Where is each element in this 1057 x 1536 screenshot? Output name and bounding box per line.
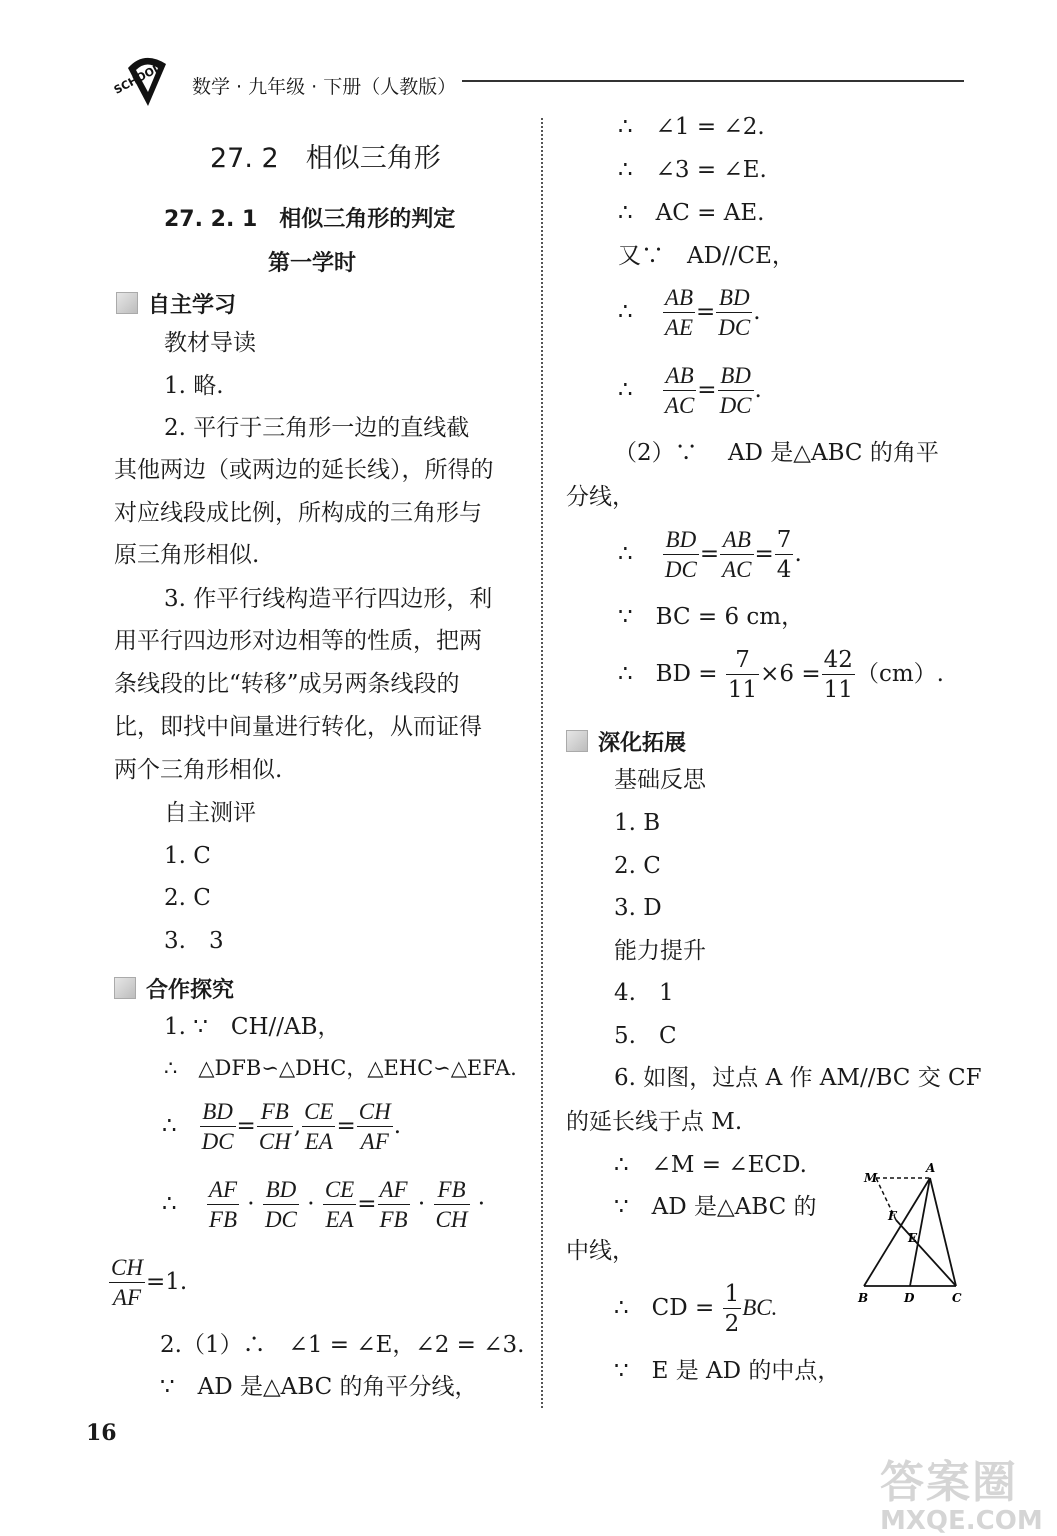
- p3-line-1: 3. 作平行线构造平行四边形，利: [164, 586, 493, 612]
- q2-line-2: ∵ AD 是△ABC 的角平分线，: [160, 1374, 478, 1400]
- section-square-icon: [116, 292, 138, 314]
- subsection-title: 27. 2. 1 相似三角形的判定: [164, 207, 456, 232]
- right-fraction-2: ∴ $\frac{AB}{AC}$ = $\frac{BD}{DC}$ .: [618, 363, 762, 419]
- q6-line-4: ∵ AD 是△ABC 的: [614, 1194, 817, 1220]
- right-line-1: ∴ ∠1 = ∠2.: [618, 114, 765, 140]
- therefore-symbol: ∴: [618, 377, 655, 404]
- heading-hezuo: [114, 973, 234, 1004]
- therefore-symbol: ∴: [618, 299, 655, 326]
- p3-line-4: 比，即找中间量进行转化，从而证得: [114, 714, 482, 740]
- therefore-symbol: ∴: [162, 1191, 199, 1218]
- watermark: [880, 1446, 1050, 1536]
- zice-answer-3: 3. 3: [164, 928, 224, 954]
- q1-fraction-eq1: ∴ $\frac{BD}{DC}$ = $\frac{FB}{CH}$ , $\frac{CE}{EA}$ = $\frac{CH}{AF}$ .: [162, 1099, 402, 1155]
- zice-answer-2: 2. C: [164, 885, 211, 911]
- heading-text: 深化拓展: [598, 731, 687, 756]
- right-line-3: ∴ AC = AE.: [618, 200, 765, 226]
- p2-line-2: 其他两边（或两边的延长线），所得的: [114, 457, 494, 483]
- bd-unit: （cm）.: [855, 661, 944, 688]
- label-A: A: [926, 1161, 936, 1175]
- q6-line-1: 6. 如图，过点 A 作 AM//BC 交 CF: [614, 1065, 982, 1091]
- fraction: $\frac{CE}{EA}$: [304, 1099, 334, 1155]
- right-q2-line-2: 分线，: [566, 484, 635, 510]
- right-fraction-1: ∴ $\frac{AB}{AE}$ = $\frac{BD}{DC}$ .: [618, 285, 761, 341]
- jichu-answer-1: 1. B: [614, 810, 661, 836]
- column-divider: [541, 118, 543, 1408]
- fraction: $\frac{BD}{DC}$: [664, 527, 697, 583]
- label-B: B: [858, 1291, 869, 1305]
- fraction: $\frac{CH}{AF}$: [111, 1255, 143, 1311]
- zice-label: 自主测评: [164, 800, 256, 826]
- therefore-symbol: ∴: [162, 1113, 192, 1140]
- therefore-symbol: ∴: [618, 541, 655, 568]
- equals-one: =1.: [145, 1269, 188, 1296]
- heading-zizhu-xuexi: [116, 288, 236, 319]
- q1-line: 1. ∵ CH//AB，: [164, 1014, 341, 1040]
- fraction: $\frac{42}{11}$: [823, 647, 853, 704]
- section-title: 27. 2 相似三角形: [210, 143, 441, 174]
- p3-line-5: 两个三角形相似.: [114, 757, 283, 783]
- right-line-4: 又∵ AD//CE，: [618, 243, 795, 269]
- watermark-url: MXQE.COM: [880, 1506, 1043, 1536]
- right-bd-line: [618, 648, 944, 702]
- heading-text: 自主学习: [148, 293, 237, 318]
- p2-line-3: 对应线段成比例，所构成的三角形与: [114, 500, 482, 526]
- bd-prefix: ∴ BD =: [618, 661, 718, 688]
- fraction: $\frac{AF}{FB}$: [208, 1177, 237, 1233]
- q6-line-2: 的延长线于点 M.: [566, 1109, 743, 1135]
- section-square-icon: [114, 977, 136, 999]
- jichu-answer-3: 3. D: [614, 895, 662, 921]
- jiaocai-label: 教材导读: [164, 330, 256, 356]
- fraction: $\frac{7}{11}$: [727, 647, 758, 704]
- logo-text: SCHOOL: [111, 61, 163, 97]
- p3-line-2: 用平行四边形对边相等的性质，把两: [114, 628, 482, 654]
- section-square-icon: [566, 730, 588, 752]
- answer-1: 1. 略.: [164, 373, 224, 399]
- p2-line-4: 原三角形相似.: [114, 542, 260, 568]
- fraction: $\frac{BD}{DC}$: [201, 1099, 234, 1155]
- p3-line-3: 条线段的比“转移”成另两条线段的: [114, 671, 460, 697]
- cd-prefix: ∴ CD =: [614, 1295, 715, 1322]
- q6-line-5: 中线，: [566, 1238, 635, 1264]
- q1-similar: ∴ △DFB∽△DHC，△EHC∽△EFA.: [164, 1056, 517, 1080]
- header-rule: [462, 80, 964, 82]
- right-line-2: ∴ ∠3 = ∠E.: [618, 157, 767, 183]
- p2-line-1: 2. 平行于三角形一边的直线截: [164, 415, 470, 441]
- jichu-answer-2: 2. C: [614, 853, 661, 879]
- label-E: E: [908, 1231, 918, 1245]
- fraction: $\frac{BD}{DC}$: [718, 285, 751, 341]
- triangle-figure: [856, 1158, 972, 1308]
- fraction: $\frac{BD}{DC}$: [264, 1177, 297, 1233]
- header-title: 数学 · 九年级 · 下册（人教版）: [192, 76, 457, 98]
- label-D: D: [904, 1291, 915, 1305]
- q6-line-7: ∵ E 是 AD 的中点，: [614, 1358, 841, 1384]
- fraction: $\frac{AF}{FB}$: [379, 1177, 408, 1233]
- lesson-title: 第一学时: [268, 251, 357, 276]
- fraction: $\frac{AB}{AE}$: [664, 285, 693, 341]
- right-fraction-3: ∴ $\frac{BD}{DC}$ = $\frac{AB}{AC}$ = $\frac{7}{4}$ .: [618, 527, 802, 584]
- line-CF: [896, 1220, 956, 1286]
- nengli-answer-5: 5. C: [614, 1023, 677, 1049]
- right-q2-line-1: （2）∵ AD 是△ABC 的角平: [614, 440, 939, 466]
- fraction: $\frac{AB}{AC}$: [664, 363, 695, 419]
- q6-line-3: ∴ ∠M = ∠ECD.: [614, 1152, 807, 1178]
- watermark-text: 答案圈: [880, 1457, 1018, 1508]
- q1-fraction-eq2: ∴ $\frac{AF}{FB}$ · $\frac{BD}{DC}$ · $\frac{CE}{EA}$ = $\frac{AF}{FB}$ · $\frac{FB}{CH}$ ·: [162, 1177, 486, 1233]
- label-F: F: [888, 1209, 897, 1223]
- zice-answer-1: 1. C: [164, 843, 211, 869]
- line-AC: [930, 1178, 956, 1286]
- fraction: $\frac{FB}{CH}$: [258, 1099, 291, 1155]
- fraction: $\frac{7}{4}$: [776, 527, 792, 584]
- nengli-label: 能力提升: [614, 938, 706, 964]
- page-number: 16: [86, 1420, 117, 1446]
- nengli-answer-4: 4. 1: [614, 980, 674, 1006]
- q2-line-1: 2.（1）∴ ∠1 = ∠E，∠2 = ∠3.: [160, 1332, 525, 1358]
- fraction: $\frac{AB}{AC}$: [722, 527, 752, 583]
- fraction: $\frac{CH}{AF}$: [358, 1099, 391, 1155]
- cd-suffix: BC.: [742, 1295, 778, 1321]
- heading-text: 合作探究: [146, 978, 235, 1003]
- heading-shenhua: [566, 726, 686, 757]
- q6-cd-line: [614, 1282, 777, 1336]
- label-M: M: [864, 1171, 878, 1185]
- fraction: $\frac{1}{2}$: [724, 1281, 740, 1338]
- fraction: $\frac{CE}{EA}$: [324, 1177, 355, 1233]
- jichu-label: 基础反思: [614, 767, 706, 793]
- label-C: C: [952, 1291, 962, 1305]
- right-bc-line: ∵ BC = 6 cm，: [618, 604, 805, 630]
- fraction: $\frac{FB}{CH}$: [435, 1177, 468, 1233]
- bd-mid: ×6 =: [760, 661, 821, 688]
- school-logo: [106, 46, 182, 110]
- fraction: $\frac{BD}{DC}$: [719, 363, 752, 419]
- q1-fraction-eq3: [108, 1256, 187, 1310]
